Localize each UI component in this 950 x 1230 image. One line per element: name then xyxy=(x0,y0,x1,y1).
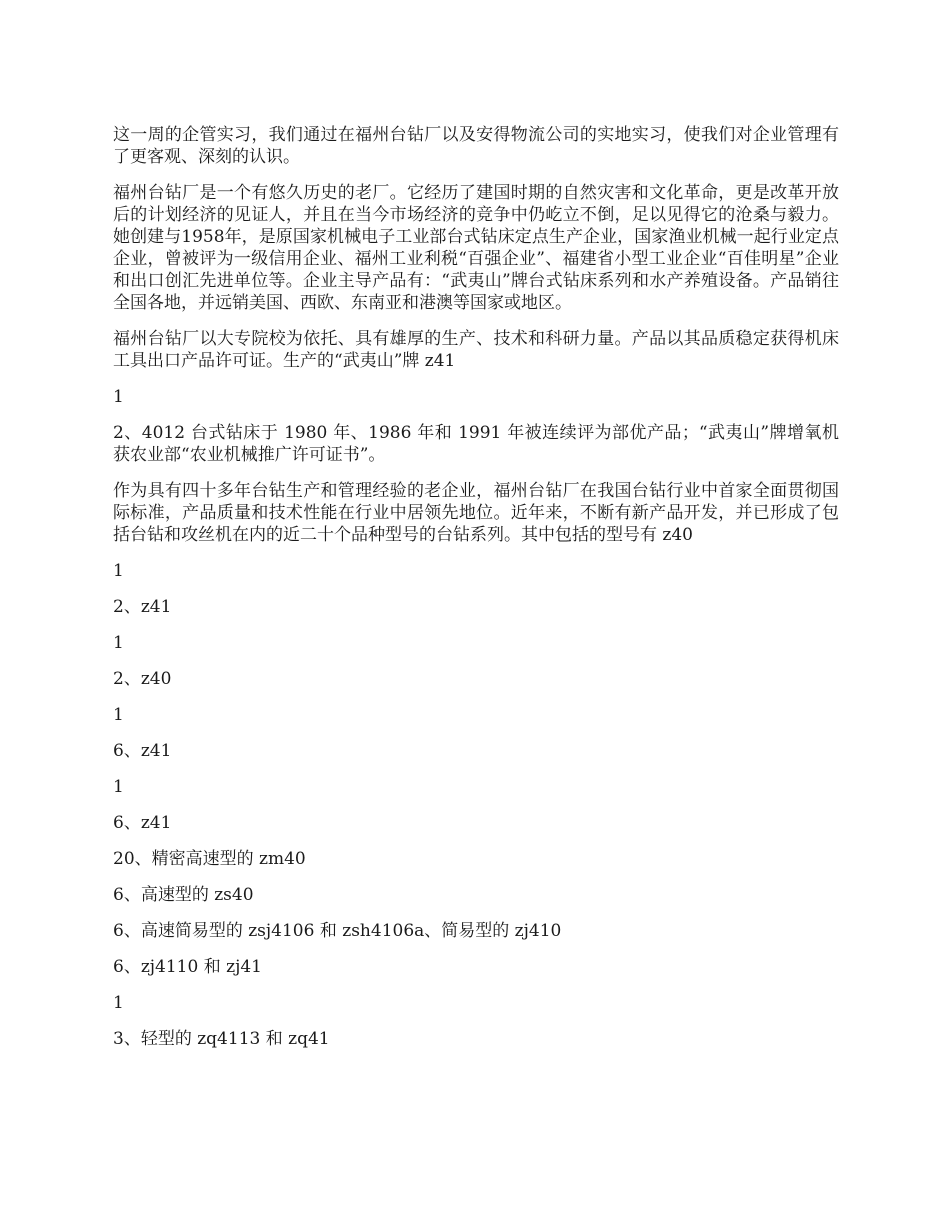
paragraph: 6、z41 xyxy=(113,741,172,761)
paragraph: 6、高速简易型的 zsj4106 和 zsh4106a、简易型的 zj410 xyxy=(113,921,562,941)
paragraph: 6、高速型的 zs40 xyxy=(113,885,254,905)
paragraph: 6、z41 xyxy=(113,813,172,833)
paragraph: 作为具有四十多年台钻生产和管理经验的老企业，福州台钻厂在我国台钻行业中首家全面贯彻国际标准，产品质量和技术性能在行业中居领先地位。近年来，不断有新产品开发，并已形成了包括台钻和攻丝机在内的近二十个品种型号的台钻系列。其中包括的型号有 z40 xyxy=(113,481,839,545)
paragraph: 1 xyxy=(113,993,124,1013)
paragraph: 3、轻型的 zq4113 和 zq41 xyxy=(113,1029,330,1049)
paragraph: 1 xyxy=(113,705,124,725)
paragraph: 1 xyxy=(113,387,124,407)
paragraph: 福州台钻厂是一个有悠久历史的老厂。它经历了建国时期的自然灾害和文化革命，更是改革开放后的计划经济的见证人，并且在当今市场经济的竞争中仍屹立不倒，足以见得它的沧桑与毅力。她创建与1958年，是原国家机械电子工业部台式钻床定点生产企业，国家渔业机械一起行业定点企业，曾被评为一级信用企业、福州工业利税“百强企业”、福建省小型工业企业“百佳明星”企业和出口创汇先进单位等。企业主导产品有：“武夷山”牌台式钻床系列和水产养殖设备。产品销往全国各地，并远销美国、西欧、东南亚和港澳等国家或地区。 xyxy=(113,183,839,313)
paragraph: 6、zj4110 和 zj41 xyxy=(113,957,262,977)
paragraph: 福州台钻厂以大专院校为依托、具有雄厚的生产、技术和科研力量。产品以其品质稳定获得机床工具出口产品许可证。生产的“武夷山”牌 z41 xyxy=(113,329,839,371)
paragraph: 2、z40 xyxy=(113,669,172,689)
paragraph: 2、4012 台式钻床于 1980 年、1986 年和 1991 年被连续评为部优产品；“武夷山”牌增氧机获农业部“农业机械推广许可证书”。 xyxy=(113,423,839,465)
paragraph: 2、z41 xyxy=(113,597,172,617)
paragraph: 1 xyxy=(113,633,124,653)
document-body xyxy=(113,124,839,1064)
paragraph: 这一周的企管实习，我们通过在福州台钻厂以及安得物流公司的实地实习，使我们对企业管理有了更客观、深刻的认识。 xyxy=(113,125,839,167)
paragraph: 20、精密高速型的 zm40 xyxy=(113,849,306,869)
paragraph: 1 xyxy=(113,561,124,581)
paragraph: 1 xyxy=(113,777,124,797)
